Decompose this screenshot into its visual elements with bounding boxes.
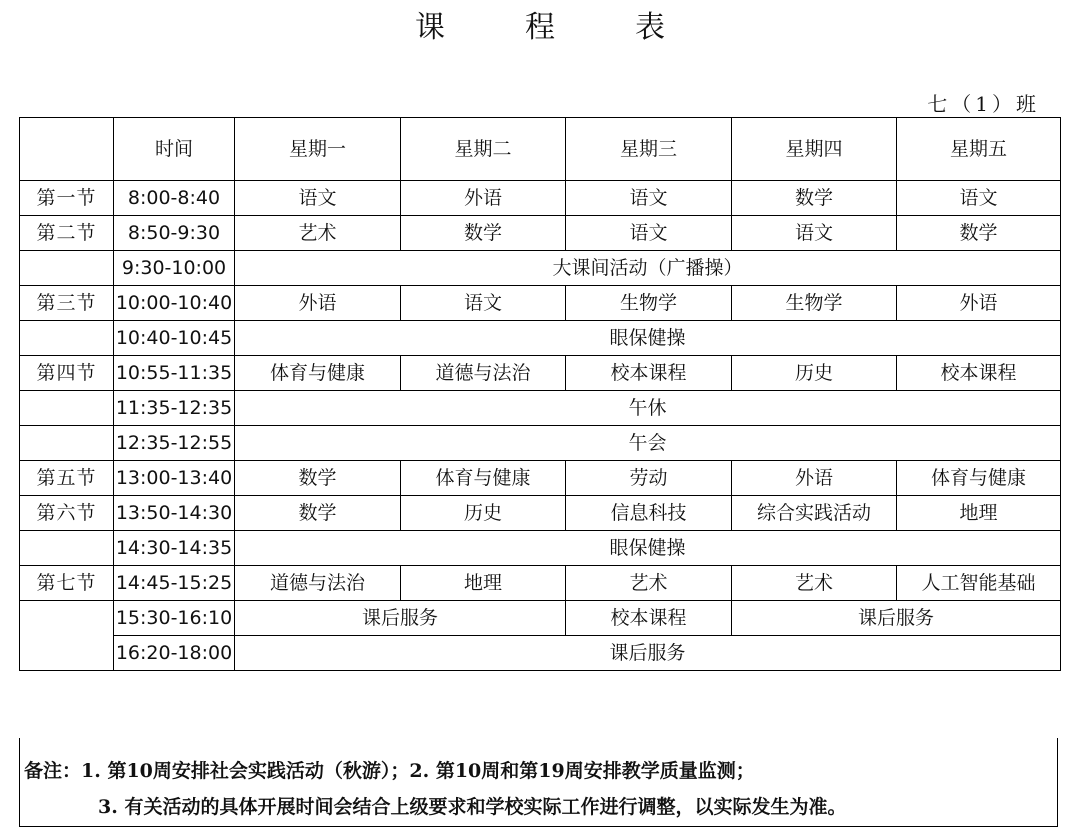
period-cell [20, 251, 114, 286]
course-cell: 外语 [897, 286, 1061, 321]
course-cell: 历史 [401, 496, 566, 531]
time-cell: 13:50-14:30 [114, 496, 235, 531]
course-cell: 语文 [566, 216, 732, 251]
period-cell: 第二节 [20, 216, 114, 251]
time-cell: 10:40-10:45 [114, 321, 235, 356]
table-row [20, 461, 1061, 496]
notes-box [19, 738, 1058, 827]
period-cell [20, 601, 114, 671]
period-cell: 第三节 [20, 286, 114, 321]
table-row [20, 251, 1061, 286]
table-row [20, 216, 1061, 251]
course-cell: 数学 [401, 216, 566, 251]
header-blank [20, 118, 114, 181]
course-cell: 地理 [401, 566, 566, 601]
course-cell: 语文 [235, 181, 401, 216]
table-row [20, 566, 1061, 601]
activity-cell: 眼保健操 [235, 531, 1061, 566]
time-cell: 12:35-12:55 [114, 426, 235, 461]
note-line-2: 3. 有关活动的具体开展时间会结合上级要求和学校实际工作进行调整，以实际发生为准。 [98, 796, 847, 818]
table-row [20, 426, 1061, 461]
course-cell: 语文 [401, 286, 566, 321]
period-cell: 第五节 [20, 461, 114, 496]
time-cell: 10:00-10:40 [114, 286, 235, 321]
period-cell: 第四节 [20, 356, 114, 391]
header-thursday: 星期四 [732, 118, 897, 181]
time-cell: 11:35-12:35 [114, 391, 235, 426]
table-row [20, 321, 1061, 356]
course-cell: 外语 [235, 286, 401, 321]
header-time: 时间 [114, 118, 235, 181]
course-cell: 地理 [897, 496, 1061, 531]
period-cell [20, 321, 114, 356]
course-cell: 数学 [897, 216, 1061, 251]
course-cell: 语文 [897, 181, 1061, 216]
course-cell: 道德与法治 [235, 566, 401, 601]
table-row [20, 181, 1061, 216]
header-tuesday: 星期二 [401, 118, 566, 181]
table-row [20, 531, 1061, 566]
title-char-3: 表 [635, 10, 665, 45]
time-cell: 14:45-15:25 [114, 566, 235, 601]
time-cell: 15:30-16:10 [114, 601, 235, 636]
course-cell: 艺术 [732, 566, 897, 601]
activity-cell: 午休 [235, 391, 1061, 426]
time-cell: 16:20-18:00 [114, 636, 235, 671]
header-wednesday: 星期三 [566, 118, 732, 181]
activity-cell: 课后服务 [235, 601, 566, 636]
period-cell: 第七节 [20, 566, 114, 601]
course-cell: 体育与健康 [897, 461, 1061, 496]
period-cell: 第六节 [20, 496, 114, 531]
course-cell: 体育与健康 [235, 356, 401, 391]
time-cell: 13:00-13:40 [114, 461, 235, 496]
table-row [20, 286, 1061, 321]
time-cell: 9:30-10:00 [114, 251, 235, 286]
table-row [20, 356, 1061, 391]
course-cell: 人工智能基础 [897, 566, 1061, 601]
schedule-table [19, 117, 1061, 671]
course-cell: 劳动 [566, 461, 732, 496]
activity-cell: 眼保健操 [235, 321, 1061, 356]
course-cell: 道德与法治 [401, 356, 566, 391]
course-cell: 体育与健康 [401, 461, 566, 496]
period-cell [20, 426, 114, 461]
time-cell: 8:50-9:30 [114, 216, 235, 251]
course-cell: 校本课程 [566, 356, 732, 391]
table-row [20, 636, 1061, 671]
activity-cell: 大课间活动（广播操） [235, 251, 1061, 286]
course-cell: 艺术 [235, 216, 401, 251]
course-cell: 语文 [566, 181, 732, 216]
table-row [20, 496, 1061, 531]
course-cell: 信息科技 [566, 496, 732, 531]
course-cell: 外语 [401, 181, 566, 216]
class-label: 七（1）班 [927, 92, 1040, 116]
table-row [20, 391, 1061, 426]
course-cell: 外语 [732, 461, 897, 496]
page-title [0, 4, 1080, 52]
time-cell: 14:30-14:35 [114, 531, 235, 566]
time-cell: 10:55-11:35 [114, 356, 235, 391]
course-cell: 数学 [732, 181, 897, 216]
course-cell: 校本课程 [897, 356, 1061, 391]
activity-cell: 课后服务 [732, 601, 1061, 636]
table-row [20, 601, 1061, 636]
course-cell: 校本课程 [566, 601, 732, 636]
course-cell: 综合实践活动 [732, 496, 897, 531]
course-cell: 生物学 [566, 286, 732, 321]
header-row [20, 118, 1061, 181]
course-cell: 历史 [732, 356, 897, 391]
course-cell: 数学 [235, 461, 401, 496]
note-line-1: 备注：1. 第10周安排社会实践活动（秋游）；2. 第10周和第19周安排教学质量监测； [24, 760, 755, 782]
title-char-1: 课 [415, 10, 445, 45]
course-cell: 语文 [732, 216, 897, 251]
time-cell: 8:00-8:40 [114, 181, 235, 216]
course-cell: 生物学 [732, 286, 897, 321]
course-cell: 数学 [235, 496, 401, 531]
period-cell [20, 391, 114, 426]
header-monday: 星期一 [235, 118, 401, 181]
course-cell: 艺术 [566, 566, 732, 601]
period-cell [20, 531, 114, 566]
period-cell: 第一节 [20, 181, 114, 216]
activity-cell: 课后服务 [235, 636, 1061, 671]
title-char-2: 程 [525, 10, 555, 45]
activity-cell: 午会 [235, 426, 1061, 461]
header-friday: 星期五 [897, 118, 1061, 181]
